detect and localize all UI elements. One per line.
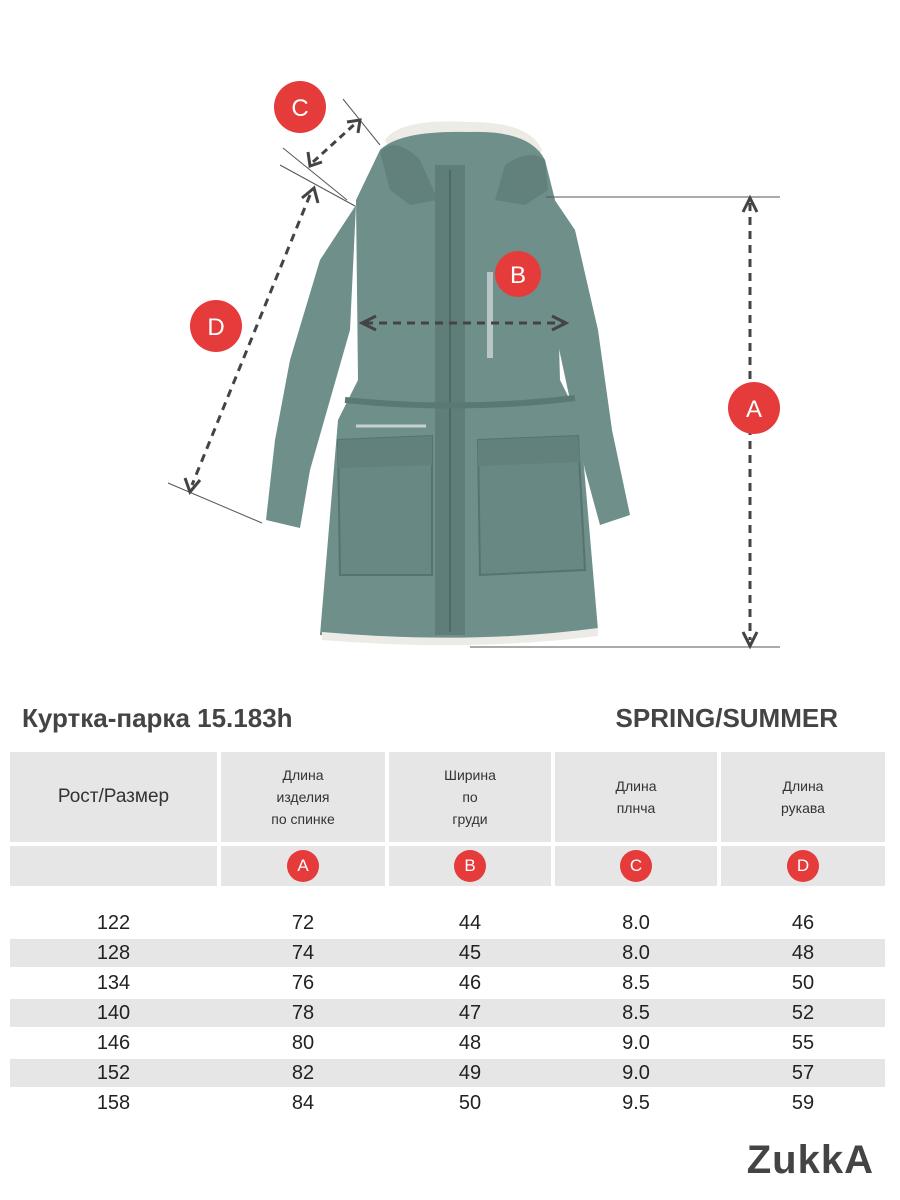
jacket-illustration [266, 121, 630, 645]
row-size: 152 [96, 1062, 131, 1084]
column-c-line2: плнча [616, 800, 656, 816]
row-value-d: 46 [791, 912, 815, 934]
column-b-line3: груди [452, 811, 488, 827]
row-value-d: 48 [791, 942, 815, 964]
row-value-c: 8.0 [622, 912, 650, 934]
size-header: Рост/Размер [10, 752, 217, 842]
column-header-b [389, 752, 551, 842]
brand-logo: ZukkA [746, 1138, 874, 1182]
column-a-line1: Длина [282, 767, 324, 783]
row-value-a: 82 [291, 1062, 315, 1084]
column-badge-c: C [620, 850, 652, 882]
badge-b [495, 251, 541, 297]
row-value-b: 44 [458, 912, 482, 934]
row-value-d: 50 [791, 972, 815, 994]
row-value-d: 55 [791, 1032, 815, 1054]
table-row [10, 1089, 885, 1117]
svg-text:D: D [207, 314, 225, 341]
row-value-a: 74 [291, 942, 315, 964]
row-value-b: 46 [458, 972, 482, 994]
table-row [10, 1029, 885, 1057]
season-label: SPRING/SUMMER [615, 703, 838, 733]
svg-text:A: A [745, 396, 763, 423]
product-title: Куртка-парка 15.183h [22, 703, 293, 733]
table-row [10, 909, 885, 937]
column-b-line1: Ширина [444, 767, 496, 783]
column-a-line3: по спинке [271, 811, 335, 827]
row-value-b: 48 [458, 1032, 482, 1054]
table-row [10, 999, 885, 1027]
row-size: 134 [96, 972, 131, 994]
column-header-a [221, 752, 385, 842]
column-header-d [721, 752, 885, 842]
row-value-c: 9.5 [622, 1092, 650, 1114]
row-value-b: 50 [458, 1092, 482, 1114]
row-value-c: 9.0 [622, 1032, 650, 1054]
column-header-c [555, 752, 717, 842]
row-value-a: 76 [291, 972, 315, 994]
table-row [10, 1059, 885, 1087]
row-size: 122 [96, 912, 131, 934]
row-value-c: 9.0 [622, 1062, 650, 1084]
column-badge-b: B [454, 850, 486, 882]
column-badge-cell-b [389, 846, 551, 886]
row-value-c: 8.0 [622, 942, 650, 964]
column-badge-cell-a [221, 846, 385, 886]
row-value-d: 52 [791, 1002, 815, 1024]
row-value-c: 8.5 [622, 972, 650, 994]
badge-a [728, 382, 780, 434]
column-badge-a: A [287, 850, 319, 882]
row-value-a: 80 [291, 1032, 315, 1054]
badge-c [274, 81, 326, 133]
row-size: 146 [96, 1032, 131, 1054]
row-value-a: 72 [291, 912, 315, 934]
badge-d [190, 300, 242, 352]
column-d-line1: Длина [782, 778, 824, 794]
column-badge-d: D [787, 850, 819, 882]
svg-text:C: C [291, 95, 309, 122]
column-badge-cell-d [721, 846, 885, 886]
row-value-a: 84 [291, 1092, 315, 1114]
table-row [10, 939, 885, 967]
size-header-blank [10, 846, 217, 886]
row-value-a: 78 [291, 1002, 315, 1024]
row-value-b: 49 [458, 1062, 482, 1084]
row-value-c: 8.5 [622, 1002, 650, 1024]
column-c-line1: Длина [615, 778, 657, 794]
row-value-d: 59 [791, 1092, 815, 1114]
column-badge-cell-c [555, 846, 717, 886]
column-b-line2: по [462, 789, 478, 805]
row-size: 128 [96, 942, 131, 964]
svg-text:B: B [509, 262, 527, 289]
row-value-b: 45 [458, 942, 482, 964]
row-value-d: 57 [791, 1062, 815, 1084]
column-d-line2: рукава [781, 800, 825, 816]
table-row [10, 969, 885, 997]
row-value-b: 47 [458, 1002, 482, 1024]
row-size: 158 [96, 1092, 131, 1114]
row-size: 140 [96, 1002, 131, 1024]
column-a-line2: изделия [276, 789, 330, 805]
